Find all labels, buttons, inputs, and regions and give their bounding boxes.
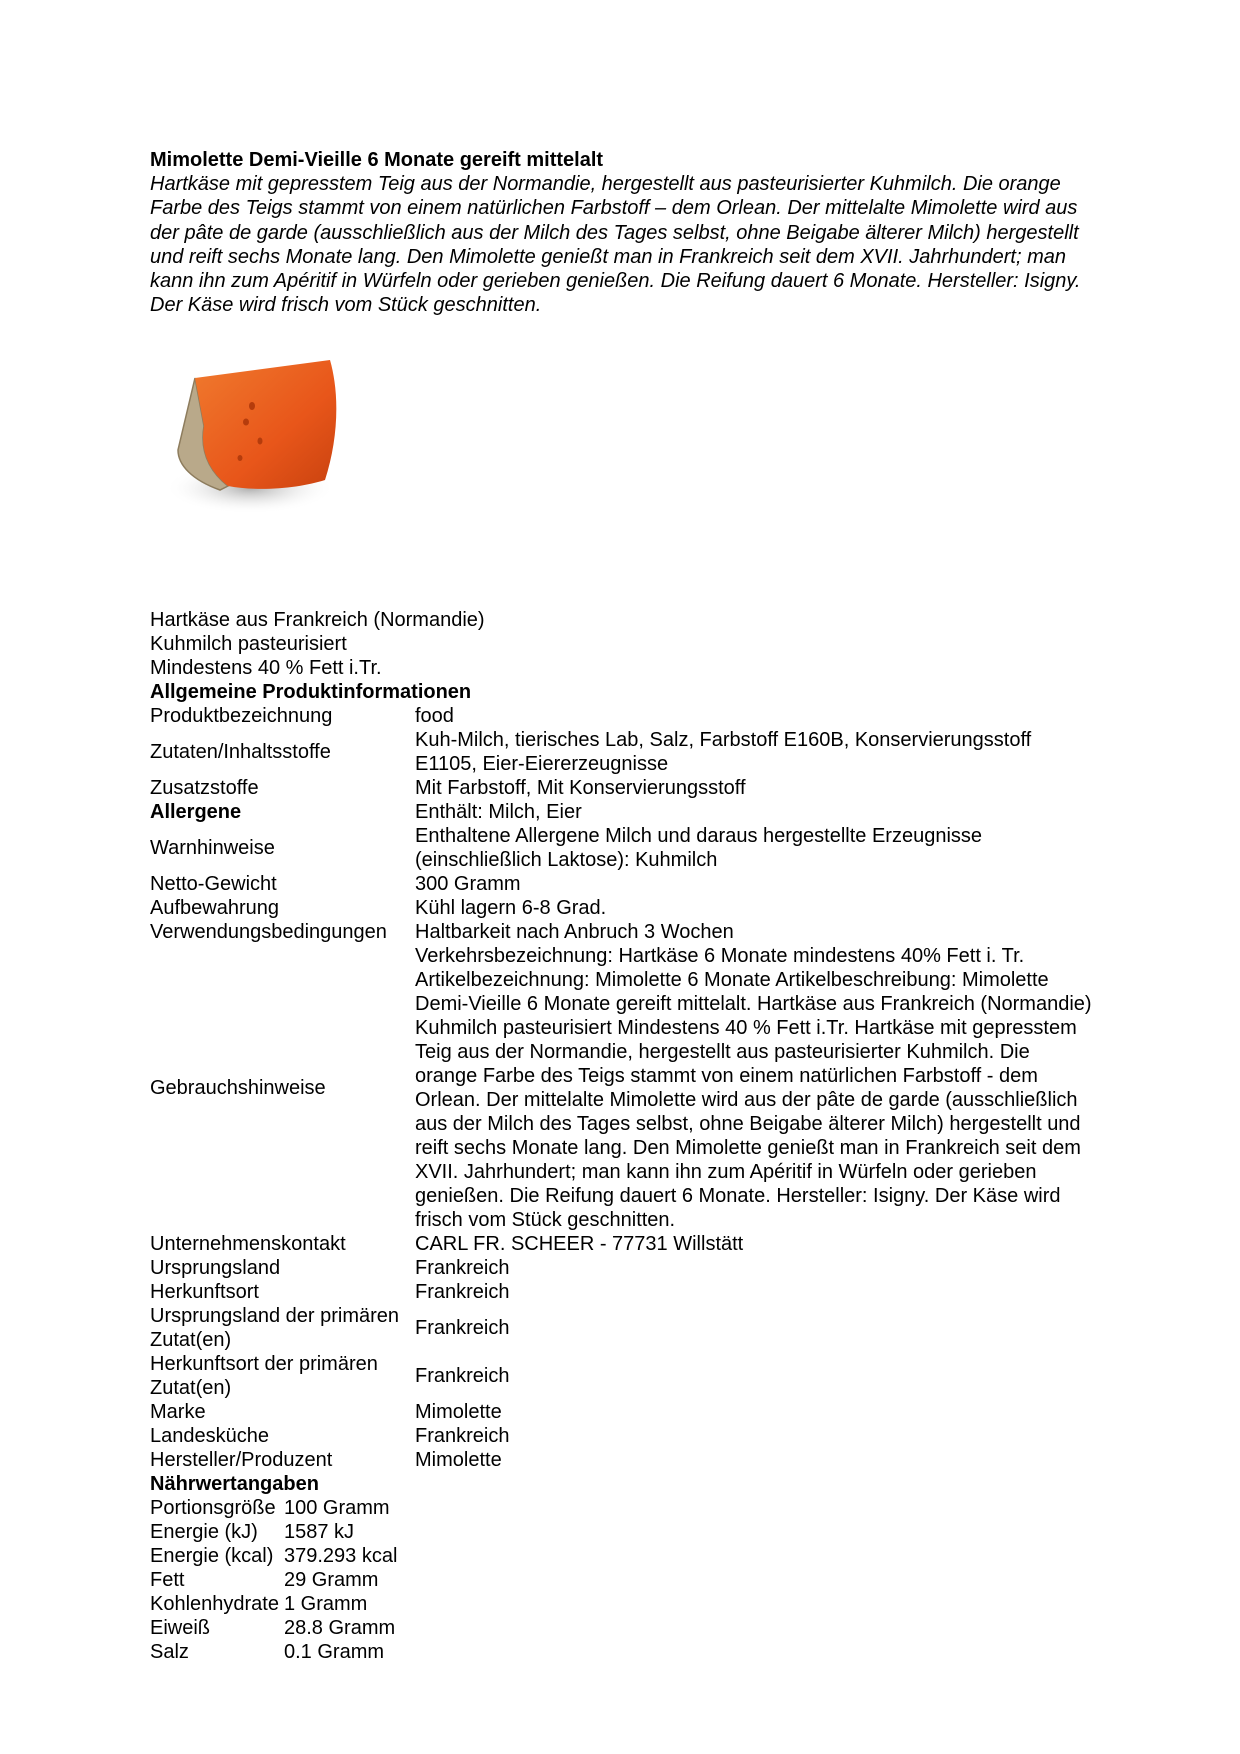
row-label: Herkunftsort der primären Zutat(en)	[150, 1352, 378, 1399]
product-document	[150, 148, 1100, 1664]
table-row	[150, 728, 1095, 776]
table-row	[150, 896, 1095, 920]
row-value: CARL FR. SCHEER - 77731 Willstätt	[415, 1232, 744, 1255]
table-row	[150, 920, 1095, 944]
product-intro: Hartkäse mit gepresstem Teig aus der Normandie, hergestellt aus pasteurisierter Kuhmilch. Die orange Farbe des Teigs stammt von einem natürlichen Farbstoff – dem Orlean. Der mittelalte Mimolette wird aus der pâte de garde (ausschließlich aus der Milch des Tages selbst, ohne Beigabe älterer Milch) hergestellt und reift sechs Monate lang. Den Mimolette genießt man in Frankreich seit dem XVII. Jahrhundert; man kann ihn zum Apéritif in Würfeln oder gerieben genießen. Die Reifung dauert 6 Monate. Hersteller: Isigny. Der Käse wird frisch vom Stück geschnitten.	[150, 173, 1081, 317]
nutrient-value: 28.8 Gramm	[284, 1616, 396, 1639]
row-label: Marke	[150, 1400, 206, 1423]
row-label: Unternehmenskontakt	[150, 1232, 346, 1255]
table-row	[150, 1352, 1095, 1400]
row-value: Frankreich	[415, 1256, 510, 1279]
row-value: Frankreich	[415, 1316, 510, 1339]
table-row	[150, 776, 1095, 800]
nutrient-value: 379.293 kcal	[284, 1544, 398, 1567]
table-row	[150, 944, 1095, 1232]
nutrient-label: Energie (kJ)	[150, 1520, 258, 1543]
nutrient-value: 29 Gramm	[284, 1568, 379, 1591]
summary-line: Kuhmilch pasteurisiert	[150, 632, 347, 655]
nutrient-value: 0.1 Gramm	[284, 1640, 385, 1663]
product-title: Mimolette Demi-Vieille 6 Monate gereift mittelalt	[150, 149, 604, 171]
cheese-image	[150, 340, 350, 570]
table-row	[150, 704, 1095, 728]
table-row	[150, 1232, 1095, 1256]
row-label: Allergene	[150, 800, 242, 823]
row-value: 300 Gramm	[415, 872, 521, 895]
table-row	[150, 800, 1095, 824]
row-label: Landesküche	[150, 1424, 269, 1447]
table-row	[150, 1448, 1095, 1472]
table-row	[150, 1496, 397, 1520]
table-row	[150, 1568, 397, 1592]
table-row	[150, 1256, 1095, 1280]
row-label: Produktbezeichnung	[150, 704, 333, 727]
nutrient-value: 1587 kJ	[284, 1520, 355, 1543]
row-label: Verwendungsbedingungen	[150, 920, 387, 943]
table-row	[150, 1592, 397, 1616]
row-value: Haltbarkeit nach Anbruch 3 Wochen	[415, 920, 734, 943]
table-row	[150, 1304, 1095, 1352]
row-value: Kuh-Milch, tierisches Lab, Salz, Farbstoff E160B, Konservierungsstoff E1105, Eier-Eiererzeugnisse	[415, 728, 1032, 775]
summary-line: Mindestens 40 % Fett i.Tr.	[150, 656, 382, 679]
general-info-heading: Allgemeine Produktinformationen	[150, 680, 472, 703]
table-row	[150, 1616, 397, 1640]
row-value: Mimolette	[415, 1448, 502, 1471]
nutrition-heading: Nährwertangaben	[150, 1472, 319, 1495]
row-value: Frankreich	[415, 1424, 510, 1447]
product-summary	[150, 608, 1100, 704]
row-label: Ursprungsland	[150, 1256, 281, 1279]
table-row	[150, 1640, 397, 1664]
row-value: Kühl lagern 6-8 Grad.	[415, 896, 607, 919]
nutrient-value: 1 Gramm	[284, 1592, 368, 1615]
row-label: Warnhinweise	[150, 836, 275, 859]
row-value: food	[415, 704, 454, 727]
nutrient-label: Eiweiß	[150, 1616, 211, 1639]
nutrient-value: 100 Gramm	[284, 1496, 390, 1519]
summary-line: Hartkäse aus Frankreich (Normandie)	[150, 608, 485, 631]
row-label: Gebrauchshinweise	[150, 1076, 326, 1099]
row-label: Netto-Gewicht	[150, 872, 277, 895]
table-row	[150, 1544, 397, 1568]
table-row	[150, 1520, 397, 1544]
nutrient-label: Fett	[150, 1568, 185, 1591]
nutrient-label: Salz	[150, 1640, 189, 1663]
row-value: Enthaltene Allergene Milch und daraus hergestellte Erzeugnisse (einschließlich Laktose): Kuhmilch	[415, 824, 983, 871]
row-value: Frankreich	[415, 1280, 510, 1303]
row-label: Herkunftsort	[150, 1280, 259, 1303]
row-label: Zutaten/Inhaltsstoffe	[150, 740, 331, 763]
row-value: Mimolette	[415, 1400, 502, 1423]
table-row	[150, 824, 1095, 872]
cheese-wedge-illustration	[150, 340, 350, 570]
row-value: Enthält: Milch, Eier	[415, 800, 582, 823]
nutrient-label: Kohlenhydrate	[150, 1592, 279, 1615]
row-value: Frankreich	[415, 1364, 510, 1387]
row-value: Mit Farbstoff, Mit Konservierungsstoff	[415, 776, 746, 799]
row-label: Hersteller/Produzent	[150, 1448, 333, 1471]
row-label: Aufbewahrung	[150, 896, 279, 919]
row-label: Ursprungsland der primären Zutat(en)	[150, 1304, 400, 1351]
table-row	[150, 872, 1095, 896]
general-info-table	[150, 704, 1095, 1472]
table-row	[150, 1280, 1095, 1304]
nutrient-label: Portionsgröße	[150, 1496, 276, 1519]
row-label: Zusatzstoffe	[150, 776, 259, 799]
row-value: Verkehrsbezeichnung: Hartkäse 6 Monate mindestens 40% Fett i. Tr. Artikelbezeichnung: Mimolette 6 Monate Artikelbeschreibung: Mimolette Demi-Vieille 6 Monate gereift mittelalt. Hartkäse aus Frankreich (Normandie) Kuhmilch pasteurisiert Mindestens 40 % Fett i.Tr. Hartkäse mit gepresstem Teig aus der Normandie, hergestellt aus pasteurisierter Kuhmilch. Die orange Farbe des Teigs stammt von einem natürlichen Farbstoff - dem Orlean. Der mittelalte Mimolette wird aus der pâte de garde (ausschließlich aus der Milch des Tages selbst, ohne Beigabe älterer Milch) hergestellt und reift sechs Monate lang. Den Mimolette genießt man in Frankreich seit dem XVII. Jahrhundert; man kann ihn zum Apéritif in Würfeln oder gerieben genießen. Die Reifung dauert 6 Monate. Hersteller: Isigny. Der Käse wird frisch vom Stück geschnitten.	[415, 944, 1092, 1231]
table-row	[150, 1400, 1095, 1424]
nutrient-label: Energie (kcal)	[150, 1544, 274, 1567]
table-row	[150, 1424, 1095, 1448]
nutrition-table	[150, 1496, 397, 1664]
